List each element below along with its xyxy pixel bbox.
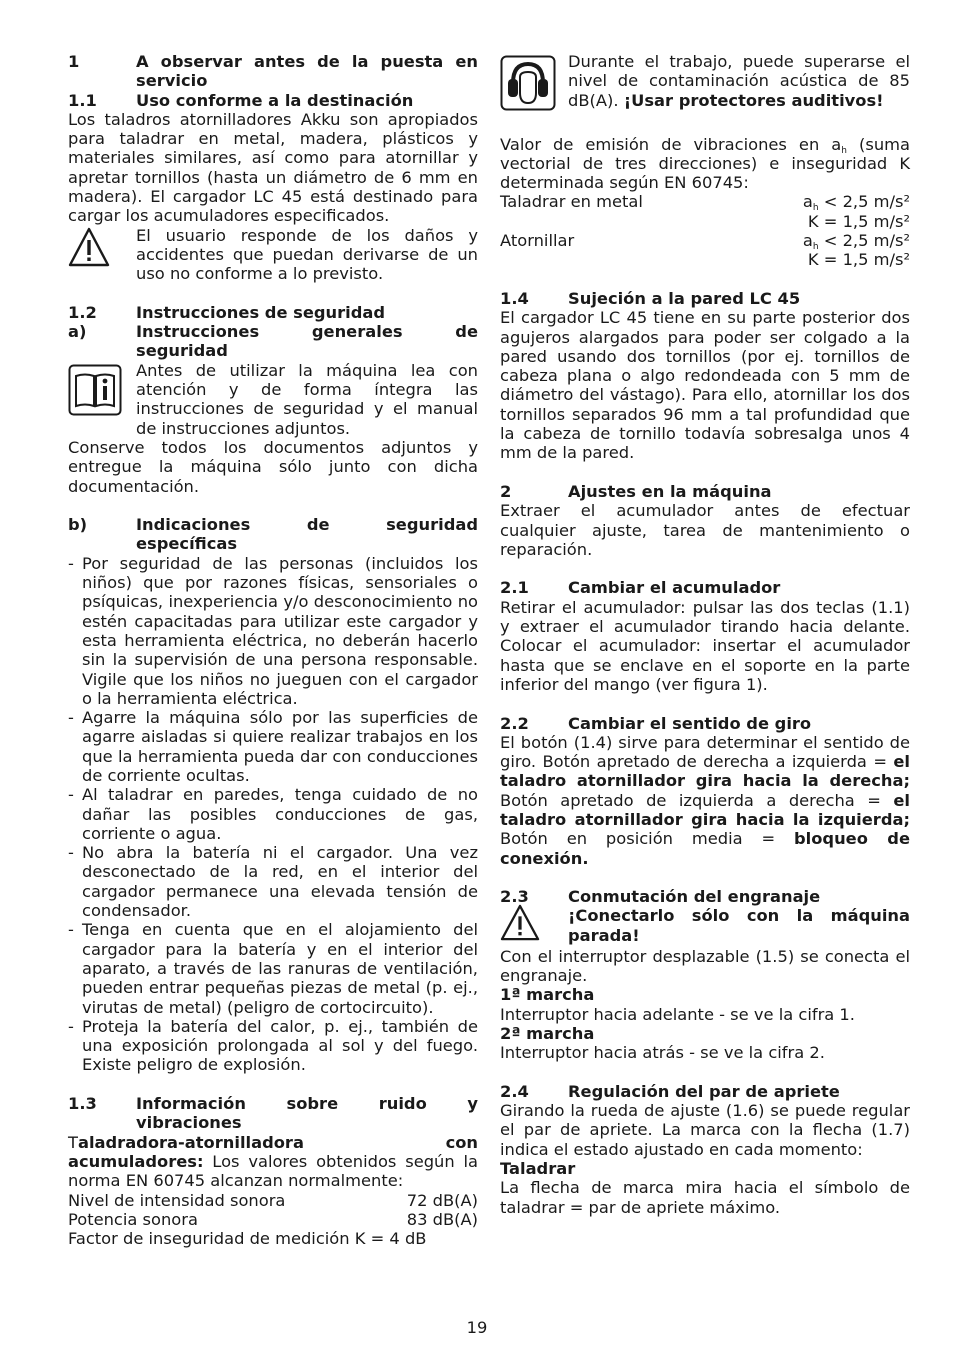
read-manual-icon: [68, 361, 136, 438]
paragraph-ajustes: Extraer el acumulador antes de efectuar cualquier ajuste, tarea de mantenimiento o reparación.: [500, 501, 910, 559]
heading-1-4: 1.4 Sujeción a la pared LC 45: [500, 288, 801, 308]
heading-2-3: 2.3 Conmutación del engranaje: [500, 887, 821, 907]
heading-1-3: 1.3 Información sobre ruido y vibraciones: [68, 1094, 478, 1133]
paragraph-giro: El botón (1.4) sirve para determinar el sentido de giro. Botón apretado de derecha a izquierda = el taladro atornillador gira hacia la derecha; Botón apretado de izquierda a derecha = el taladro atornillador gira hacia la izquierda; Botón en posición media = bloqueo de conexión.: [500, 732, 910, 868]
vibration-lead: Valor de emisión de vibraciones en $a_h$ (suma vectorial de tres direcciones) e inseguridad K determinada según EN 60745:: [500, 134, 910, 193]
paragraph-par: Girando la rueda de ajuste (1.6) se puede regular el par de apriete. La marca con la flecha (1.7) indica el estado ajustado en cada momento:: [500, 1101, 910, 1159]
warning-text-uso: El usuario responde de los daños y accidentes que puedan derivarse de un uso no conforme a lo previsto.: [136, 225, 478, 284]
heading-2: 2 Ajustes en la máquina: [500, 481, 772, 501]
list-item: - Por seguridad de las personas (incluidos los niños) que por razones físicas, sensoriales o psíquicas, inexperiencia y/o desconocimiento no estén capacitadas para utilizar este cargador y esta herramienta eléctrica, no deberán hacerlo sin la supervisión de una persona responsable. Vigile que los niños no jueguen con el cargador o la herramienta eléctrica.: [68, 554, 478, 708]
paragraph-engranaje: Con el interruptor desplazable (1.5) se conecta el engranaje.: [500, 946, 910, 986]
paragraph-pared: El cargador LC 45 tiene en su parte posterior dos agujeros alargados para poder ser colgado a la pared usando dos tornillos (por ej. tornillos de cabeza plana o algo redondeada con 5 mm de diámetro del vástago). Para ello, atornillar los dos tornillos separados 96 mm a tal profundidad que la cabeza de tornillo todavía sobresalga unos 4 mm de la pared.: [500, 308, 910, 463]
page-number: 19: [466, 1318, 488, 1337]
heading-1-2: 1.2 Instrucciones de seguridad: [68, 302, 386, 322]
heading-b: b) Indicaciones de seguridad específicas: [68, 515, 478, 554]
noise-row: Nivel de intensidad sonora 72 dB(A): [68, 1190, 478, 1210]
list-item: - No abra la batería ni el cargador. Una vez desconectado de la red, en el interior del cargador permanece una elevada tensión de condensador.: [68, 843, 478, 920]
marcha-1-text: Interruptor hacia adelante - se ve la cifra 1.: [500, 1004, 855, 1024]
paragraph-uso: Los taladros atornilladores Akku son apropiados para taladrar en metal, madera, plásticos y materiales similares, así como para atornillar y apretar tornillos (hasta un diámetro de 6 mm en madera). El cargador LC 45 está destinado para cargar los acumuladores especificados.: [68, 109, 478, 226]
taladrar-title: Taladrar: [500, 1159, 576, 1179]
paragraph-acumulador: Retirar el acumulador: pulsar las dos teclas (1.1) y extraer el acumulador tirando hacia delante. Colocar el acumulador: insertar el acumulador hasta que se enclave en el soporte en la parte inferior del mango (ver figura 1).: [500, 597, 910, 694]
marcha-2-text: Interruptor hacia atrás - se ve la cifra 2.: [500, 1043, 825, 1063]
heading-1-1: 1.1 Uso conforme a la destinación: [68, 90, 414, 110]
noise-row: Potencia sonora 83 dB(A): [68, 1209, 478, 1229]
vibration-k: K = 1,5 m/s²: [807, 211, 910, 231]
warning-text-engranaje: ¡Conectarlo sólo con la máquina parada!: [568, 906, 910, 945]
manual-text: Antes de utilizar la máquina lea con atención y de forma íntegra las instrucciones de seguridad y el manual de instrucciones adjuntos.: [136, 360, 478, 438]
manual-block: [68, 361, 478, 438]
warning-block-engranaje: [500, 906, 910, 946]
list-item: - Tenga en cuenta que en el alojamiento del cargador para la batería y en el interior del aparato, a través de las ranuras de ventilación, pueden entrar pequeñas piezas de metal (p. ej., virutas de metal) (peligro de cortocircuito).: [68, 920, 478, 1016]
heading-a: a) Instrucciones generales de seguridad: [68, 322, 478, 361]
list-item: - Proteja la batería del calor, p. ej., también de una exposición prolongada al sol y del fuego. Existe peligro de explosión.: [68, 1017, 478, 1075]
list-item: - Agarre la máquina sólo por las superficies de agarre aisladas si quiere realizar trabajos en los que la herramienta pueda dar con conducciones de corriente ocultas.: [68, 708, 478, 785]
heading-2-1: 2.1 Cambiar el acumulador: [500, 578, 781, 598]
vibration-row: Taladrar en metal $a_h < 2,5$ m/s²: [500, 192, 910, 214]
warning-triangle-icon: [500, 906, 568, 946]
vibration-row: Atornillar $a_h < 2,5$ m/s²: [500, 231, 910, 253]
noise-lead: Taladradora-atornilladora con acumuladores: Los valores obtenidos según la norma EN 60745 alcanzan normalmente:: [68, 1132, 478, 1191]
marcha-2-title: 2ª marcha: [500, 1023, 595, 1043]
vibration-k: K = 1,5 m/s²: [807, 250, 910, 270]
list-item: - Al taladrar en paredes, tenga cuidado de no dañar las posibles conducciones de gas, corriente o agua.: [68, 785, 478, 843]
right-column: [500, 52, 910, 1217]
ear-protection-icon: [500, 52, 568, 115]
heading-2-4: 2.4 Regulación del par de apriete: [500, 1081, 840, 1101]
ear-protection-text: Durante el trabajo, puede superarse el nivel de contaminación acústica de 85 dB(A). ¡Usar protectores auditivos!: [568, 52, 910, 110]
warning-block-uso: [68, 226, 478, 284]
left-column: [68, 52, 478, 1248]
warning-triangle-icon: [68, 226, 136, 284]
heading-2-2: 2.2 Cambiar el sentido de giro: [500, 713, 812, 733]
safety-list: [68, 554, 478, 1075]
noise-factor: Factor de inseguridad de medición K = 4 dB: [68, 1229, 427, 1249]
paragraph-conserve: Conserve todos los documentos adjuntos y entregue la máquina sólo junto con dicha documentación.: [68, 437, 478, 496]
marcha-1-title: 1ª marcha: [500, 985, 595, 1005]
taladrar-text: La flecha de marca mira hacia el símbolo de taladrar = par de apriete máximo.: [500, 1178, 910, 1217]
heading-1: 1 A observar antes de la puesta en servicio: [68, 52, 478, 91]
ear-protection-block: [500, 52, 910, 115]
